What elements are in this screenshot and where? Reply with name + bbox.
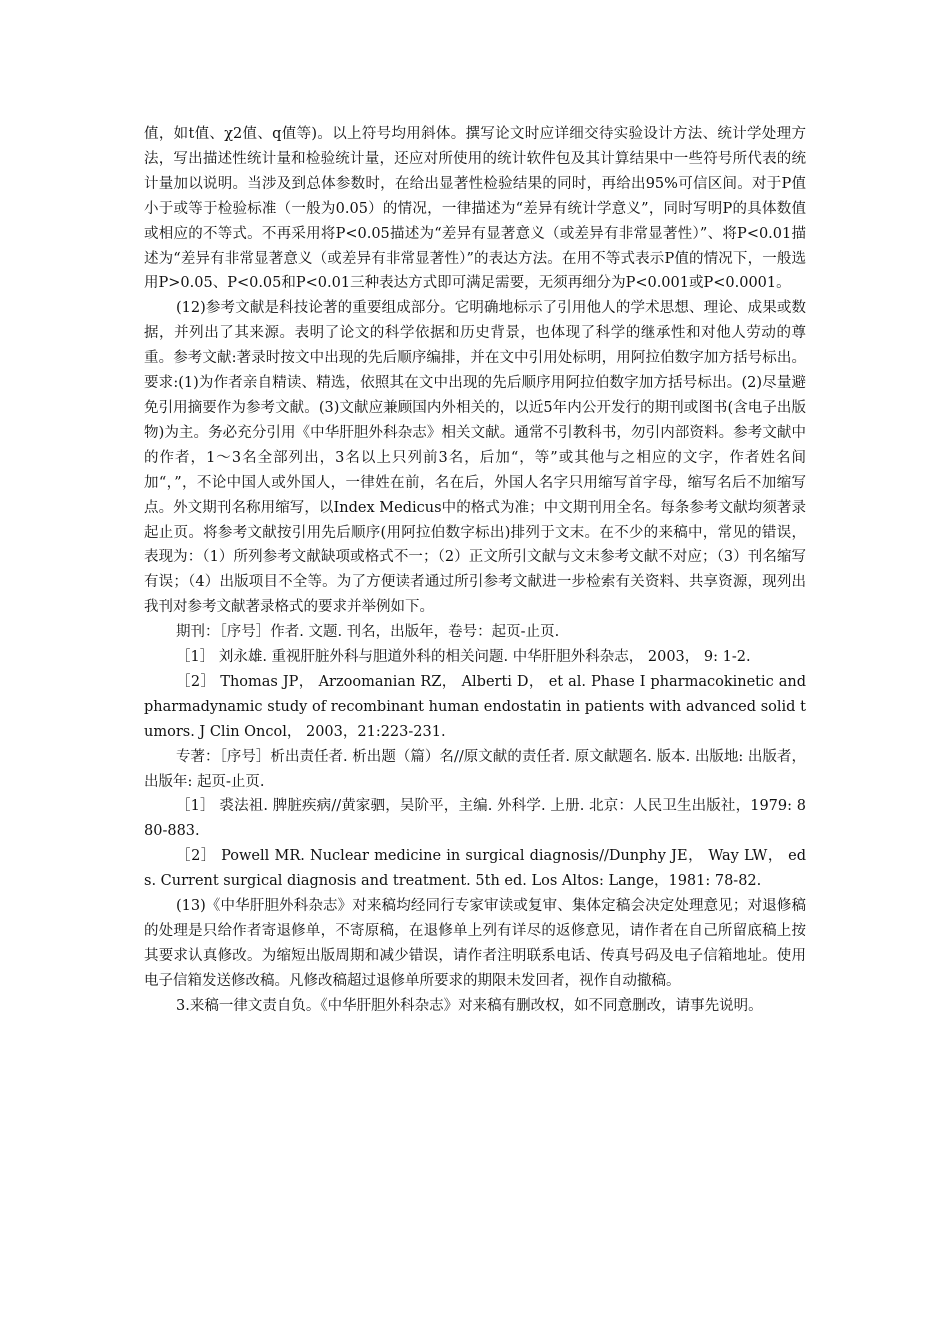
journal-example-1: ［1］ 刘永雄. 重视肝脏外科与胆道外科的相关问题. 中华肝胆外科杂志， 2003， 9: 1-2. <box>176 649 751 666</box>
journal-example-2: ［2］ Thomas JP， Arzoomanian RZ， Alberti D， et al. Phase I pharmacokinetic and pharmadynamic study of recombinant human endostatin in patients with advanced solid tumors. J Clin Oncol， 2003，21:223-231. <box>144 673 806 740</box>
paragraph-statistics: 值，如t值、χ2值、q值等)。以上符号均用斜体。撰写论文时应详细交待实验设计方法、统计学处理方法，写出描述性统计量和检验统计量，还应对所使用的统计软件包及其计算结果中一些符号所代表的统计量加以说明。当涉及到总体参数时，在给出显著性检验结果的同时，再给出95%可信区间。对于P值小于或等于检验标准（一般为0.05）的情况，一律描述为“差异有统计学意义”，同时写明P的具体数值或相应的不等式。不再采用将P<0.05描述为“差异有显著意义（或差异有非常显著性）”、将P<0.01描述为“差异有非常显著意义（或差异有非常显著性）”的表达方法。在用不等式表示P值的情况下，一般选用P>0.05、P<0.05和P<0.01三种表达方式即可满足需要，无须再细分为P<0.001或P<0.0001。 <box>144 126 806 292</box>
book-example-1: ［1］ 裘法祖. 脾脏疾病//黄家驷，吴阶平，主编. 外科学. 上册. 北京：人民卫生出版社，1979: 880-883. <box>144 798 806 840</box>
book-format-line: 专著：［序号］析出责任者. 析出题（篇）名//原文献的责任者. 原文献题名. 版本. 出版地: 出版者，出版年: 起页-止页. <box>144 748 806 790</box>
book-example-2: ［2］ Powell MR. Nuclear medicine in surgical diagnosis//Dunphy JE， Way LW， eds. Current surgical diagnosis and treatment. 5th ed. Los Altos: Lange，1981: 78-82. <box>144 848 806 890</box>
paragraph-review-process: (13)《中华肝胆外科杂志》对来稿均经同行专家审读或复审、集体定稿会决定处理意见；对退修稿的处理是只给作者寄退修单，不寄原稿，在退修单上列有详尽的返修意见，请作者在自己所留底稿上按其要求认真修改。为缩短出版周期和减少错误，请作者注明联系电话、传真号码及电子信箱地址。使用电子信箱发送修改稿。凡修改稿超过退修单所要求的期限未发回者，视作自动撤稿。 <box>144 898 806 989</box>
document-page <box>144 122 806 1019</box>
paragraph-responsibility: 3.来稿一律文责自负。《中华肝胆外科杂志》对来稿有删改权，如不同意删改，请事先说明。 <box>176 997 763 1014</box>
journal-format-line: 期刊：［序号］作者. 文题. 刊名，出版年，卷号：起页-止页. <box>176 624 560 641</box>
paragraph-references: (12)参考文献是科技论著的重要组成部分。它明确地标示了引用他人的学术思想、理论、成果或数据，并列出了其来源。表明了论文的科学依据和历史背景，也体现了科学的继承性和对他人劳动的尊重。参考文献:著录时按文中出现的先后顺序编排，并在文中引用处标明，用阿拉伯数字加方括号标出。要求:(1)为作者亲自精读、精选，依照其在文中出现的先后顺序用阿拉伯数字加方括号标出。(2)尽量避免引用摘要作为参考文献。(3)文献应兼顾国内外相关的，以近5年内公开发行的期刊或图书(含电子出版物)为主。务必充分引用《中华肝胆外科杂志》相关文献。通常不引教科书，勿引内部资料。参考文献中的作者，1～3名全部列出，3名以上只列前3名，后加“，等”或其他与之相应的文字，作者姓名间加“，”，不论中国人或外国人，一律姓在前，名在后，外国人名字只用缩写首字母，缩写名后不加缩写点。外文期刊名称用缩写，以Index Medicus中的格式为准；中文期刊用全名。每条参考文献均须著录起止页。将参考文献按引用先后顺序(用阿拉伯数字标出)排列于文末。在不少的来稿中，常见的错误，表现为：（1）所列参考文献缺项或格式不一；（2）正文所引文献与文末参考文献不对应；（3）刊名缩写有误；（4）出版项目不全等。为了方便读者通过所引参考文献进一步检索有关资料、共享资源，现列出我刊对参考文献著录格式的要求并举例如下。 <box>144 300 806 616</box>
